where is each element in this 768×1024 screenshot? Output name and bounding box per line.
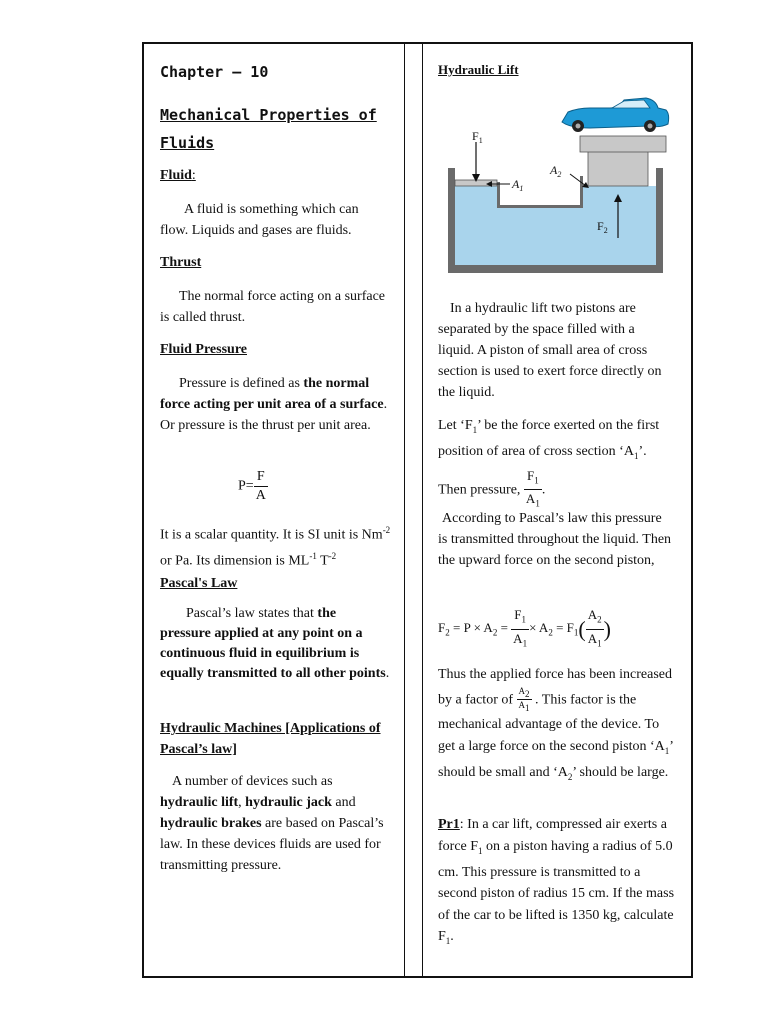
problem-1: Pr1: In a car lift, compressed air exerts a force $F_1$ on a piston having a radius of 5.0 cm. This pressure is transmitted to a second piston of radius 15 cm. If the mass of the car to be lifted is 1350 kg, calculate $F_1$. [438, 817, 675, 947]
pressure-text: Pressure is defined as the normal force acting per unit area of a surface. Or pressure is the thrust per unit area. [160, 376, 388, 433]
lift-text: In a hydraulic lift two pistons are separated by the space filled with a liquid. A piston of small area of cross section is used to exert force directly on the liquid. [438, 301, 662, 400]
problem-label: Pr1 [438, 817, 460, 832]
label-f2: $F_2$ [597, 219, 608, 235]
machines-heading: Hydraulic Machines [Applications of Pascal’s law] [160, 721, 381, 757]
mechanical-advantage-text: Thus the applied force has been increased by a factor of $\frac{A_2}{A_1}$ . This factor is the mechanical advantage of the device. To get a large force on the second piston ‘$A_1$’ should be small and ‘$A_2$’ should be large. [438, 667, 673, 782]
lift-platform [580, 136, 666, 152]
pascal-text: Pascal’s law states that the pressure applied at any point on a continuous fluid in equilibrium is equally transmitted to all other points. [160, 606, 390, 681]
chapter-title: Chapter – 10 [160, 63, 269, 81]
pascal-heading: Pascal's Law [160, 576, 238, 591]
label-a2: $A_2$ [550, 163, 562, 179]
thrust-heading: Thrust [160, 255, 202, 270]
main-title: Mechanical Properties of Fluids [160, 106, 377, 152]
label-a1: $A_1$ [512, 177, 524, 193]
pascal-transmit-text: According to Pascal’s law this pressure is transmitted throughout the liquid. Then the upward force on the second piston, [438, 511, 672, 568]
machines-text: A number of devices such as hydraulic lift, hydraulic jack and hydraulic brakes are based on Pascal’s law. In these devices fluids are used for transmitting pressure. [160, 774, 384, 873]
thrust-text: The normal force acting on a surface is called thrust. [160, 289, 386, 325]
hydraulic-lift-diagram [440, 90, 675, 280]
label-f1: $F_1$ [472, 129, 483, 145]
lift-heading: Hydraulic Lift [438, 62, 519, 77]
pressure-heading: Fluid Pressure [160, 342, 247, 357]
force-equation: $F_2 = P \times A_2$ = $\frac{F_1}{A_1}$ × $A_2 = F_1$( $\frac{A_2}{A_1}$ ) [438, 607, 611, 649]
car-icon [562, 98, 669, 132]
let-text: Let ‘$F_1$’ be the force exerted on the first position of area of cross section ‘$A_1$’. Then pressure, $\frac{F_1}{A_1}$ . [438, 418, 660, 509]
scalar-text: It is a scalar quantity. It is SI unit is $Nm^{-2}$ or Pa. Its dimension is $ML^{-1}$ $T^{-2}$ [160, 525, 391, 569]
column-divider-right [422, 42, 423, 978]
fluid-heading: Fluid: [160, 168, 196, 183]
large-piston [588, 150, 648, 186]
pressure-formula: P= $\frac{F}{A}$ [238, 469, 266, 503]
fluid-text: A fluid is something which can flow. Liquids and gases are fluids. [160, 202, 359, 238]
water [455, 186, 656, 265]
column-divider-left [404, 42, 405, 978]
